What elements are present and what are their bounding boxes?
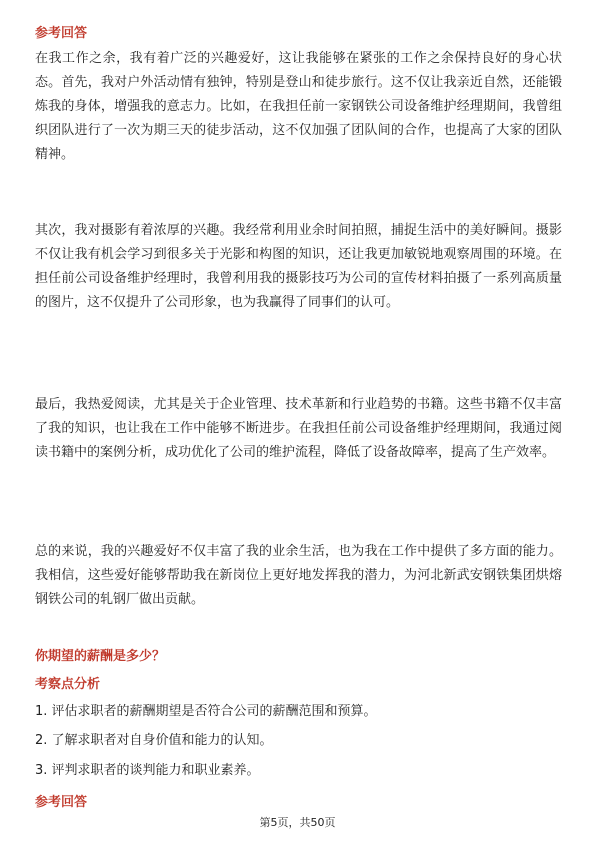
- answer-paragraph-2: 其次，我对摄影有着浓厚的兴趣。我经常利用业余时间拍照，捕捉生活中的美好瞬间。摄影不仅让我有机会学习到很多关于光影和构图的知识，还让我更加敏锐地观察周围的环境。在担任前公司设备维护经理时，我曾利用我的摄影技巧为公司的宣传材料拍摄了一系列高质量的图片，这不仅提升了公司形象，也为我赢得了同事们的认可。: [35, 223, 562, 310]
- question-title: 你期望的薪酬是多少？: [35, 649, 166, 664]
- analysis-heading: 考察点分析: [35, 677, 101, 692]
- reference-answer-heading: 参考回答: [35, 26, 88, 41]
- answer-paragraph-3: 最后，我热爱阅读，尤其是关于企业管理、技术革新和行业趋势的书籍。这些书籍不仅丰富了我的知识，也让我在工作中能够不断进步。在我担任前公司设备维护经理期间，我通过阅读书籍中的案例分析，成功优化了公司的维护流程，降低了设备故障率，提高了生产效率。: [35, 397, 562, 460]
- analysis-item-2: 2. 了解求职者对自身价值和能力的认知。: [35, 733, 273, 748]
- reference-answer-heading-2: 参考回答: [35, 795, 88, 810]
- answer-paragraph-4: 总的来说，我的兴趣爱好不仅丰富了我的业余生活，也为我在工作中提供了多方面的能力。我相信，这些爱好能够帮助我在新岗位上更好地发挥我的潜力，为河北新武安钢铁集团烘熔钢铁公司的轧钢厂做出贡献。: [35, 544, 562, 607]
- answer-paragraph-1: 在我工作之余，我有着广泛的兴趣爱好，这让我能够在紧张的工作之余保持良好的身心状态。首先，我对户外活动情有独钟，特别是登山和徒步旅行。这不仅让我亲近自然，还能锻炼我的身体，增强我的意志力。比如，在我担任前一家钢铁公司设备维护经理期间，我曾组织团队进行了一次为期三天的徒步活动，这不仅加强了团队间的合作，也提高了大家的团队精神。: [35, 51, 562, 162]
- page-number: 第5页，共50页: [259, 816, 336, 829]
- analysis-item-1: 1. 评估求职者的薪酬期望是否符合公司的薪酬范围和预算。: [35, 704, 377, 719]
- analysis-item-3: 3. 评判求职者的谈判能力和职业素养。: [35, 763, 260, 778]
